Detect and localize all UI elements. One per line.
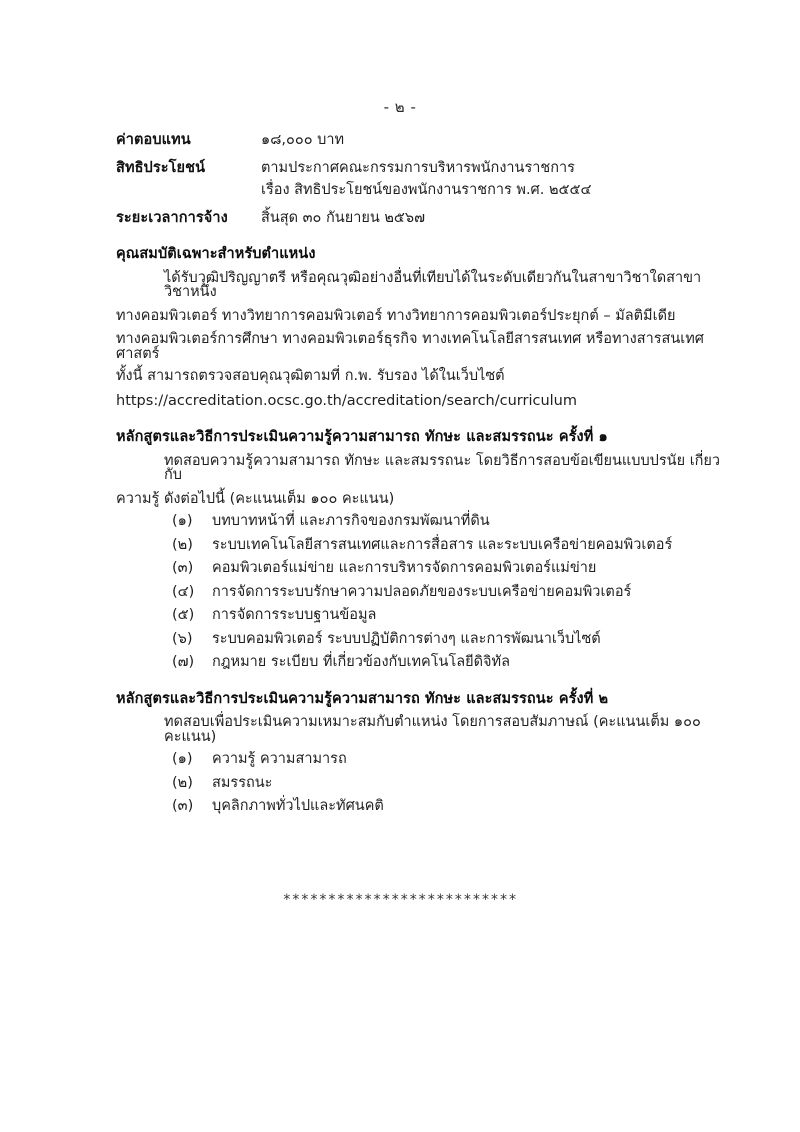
qualifications-paragraph — [116, 271, 724, 362]
list-item-number: (๓) — [172, 560, 194, 576]
field-row-benefits — [116, 161, 724, 198]
field-row-contract-period — [116, 211, 724, 226]
qualifications-line: ได้รับวุฒิปริญญาตรี หรือคุณวุฒิอย่างอื่นที่เทียบได้ในระดับเดียวกันในสาขาวิชาใดสาขาวิชาหนึ่ง — [164, 269, 702, 300]
list-item-number: (๒) — [172, 774, 193, 791]
field-value-contract-period — [261, 211, 724, 226]
list-item-label: บุคลิกภาพทั่วไปและทัศนคติ — [212, 798, 384, 814]
assessment-round-2-heading: หลักสูตรและวิธีการประเมินความรู้ความสามารถ ทักษะ และสมรรถนะ ครั้งที่ ๒ — [116, 690, 609, 707]
list-item — [116, 561, 724, 576]
asterisk-divider: ************************** — [282, 892, 518, 908]
accreditation-url[interactable]: https://accreditation.ocsc.go.th/accreditation/search/curriculum — [116, 392, 577, 409]
accreditation-note: ทั้งนี้ สามารถตรวจสอบคุณวุฒิตามที่ ก.พ. รับรอง ได้ในเว็บไซต์ — [116, 368, 505, 384]
list-item-label: ระบบคอมพิวเตอร์ ระบบปฏิบัติการต่างๆ และการพัฒนาเว็บไซต์ — [212, 630, 601, 647]
list-item-label: ระบบเทคโนโลยีสารสนเทศและการสื่อสาร และระบบเครือข่ายคอมพิวเตอร์ — [212, 536, 673, 553]
list-item — [116, 608, 724, 623]
field-label-benefits: สิทธิประโยชน์ — [116, 159, 206, 176]
qualifications-line: ทางคอมพิวเตอร์การศึกษา ทางคอมพิวเตอร์ธุรกิจ ทางเทคโนโลยีสารสนเทศ หรือทางสารสนเทศศาสตร์ — [116, 331, 704, 362]
list-item-number: (๑) — [172, 751, 193, 767]
list-item-number: (๒) — [172, 536, 193, 553]
assessment-round-1-intro — [116, 454, 724, 507]
field-value-line: ๑๘,๐๐๐ บาท — [261, 132, 345, 148]
document-body — [116, 133, 724, 823]
assessment-round-2-intro — [116, 715, 724, 744]
assessment-round-2-list — [116, 752, 724, 814]
assessment-intro-line: ทดสอบความรู้ความสามารถ ทักษะ และสมรรถนะ โดยวิธีการสอบข้อเขียนแบบปรนัย เกี่ยวกับ — [164, 452, 721, 483]
assessment-round-1-list — [116, 514, 724, 670]
list-item — [116, 632, 724, 647]
field-value-line: ตามประกาศคณะกรรมการบริหารพนักงานราชการ — [261, 159, 575, 176]
assessment-intro-line: ความรู้ ดังต่อไปนี้ (คะแนนเต็ม ๑๐๐ คะแนน) — [116, 490, 395, 507]
list-item — [116, 776, 724, 791]
list-item-label: ความรู้ ความสามารถ — [212, 751, 347, 767]
list-item-number: (๖) — [172, 630, 193, 647]
list-item — [116, 655, 724, 670]
field-label-compensation: ค่าตอบแทน — [116, 132, 191, 148]
qualifications-line: ทางคอมพิวเตอร์ ทางวิทยาการคอมพิวเตอร์ ทางวิทยาการคอมพิวเตอร์ประยุกต์ – มัลติมีเดีย — [116, 307, 676, 324]
field-value-line: สิ้นสุด ๓๐ กันยายน ๒๕๖๗ — [261, 209, 425, 226]
list-item-label: บทบาทหน้าที่ และภารกิจของกรมพัฒนาที่ดิน — [212, 513, 490, 529]
list-item — [116, 799, 724, 814]
list-item-label: คอมพิวเตอร์แม่ข่าย และการบริหารจัดการคอมพิวเตอร์แม่ข่าย — [212, 560, 597, 576]
field-label-contract-period: ระยะเวลาการจ้าง — [116, 209, 228, 226]
qualifications-heading: คุณสมบัติเฉพาะสำหรับตำแหน่ง — [116, 246, 316, 262]
list-item — [116, 514, 724, 529]
list-item-number: (๓) — [172, 798, 194, 814]
field-row-compensation — [116, 133, 724, 148]
list-item-label: การจัดการระบบรักษาความปลอดภัยของระบบเครือข่ายคอมพิวเตอร์ — [212, 583, 632, 600]
page-number: - ๒ - — [383, 98, 417, 116]
list-item-number: (๔) — [172, 583, 195, 600]
list-item-label: การจัดการระบบฐานข้อมูล — [212, 607, 377, 623]
list-item — [116, 538, 724, 553]
list-item — [116, 752, 724, 767]
list-item — [116, 585, 724, 600]
assessment-intro-line: ทดสอบเพื่อประเมินความเหมาะสมกับตำแหน่ง โดยการสอบสัมภาษณ์ (คะแนนเต็ม ๑๐๐ คะแนน) — [164, 714, 701, 745]
field-value-benefits — [261, 161, 724, 198]
field-value-compensation — [261, 133, 724, 148]
list-item-number: (๗) — [172, 654, 195, 670]
assessment-round-1-heading: หลักสูตรและวิธีการประเมินความรู้ความสามารถ ทักษะ และสมรรถนะ ครั้งที่ ๑ — [116, 429, 608, 445]
list-item-number: (๕) — [172, 607, 195, 623]
list-item-label: กฎหมาย ระเบียบ ที่เกี่ยวข้องกับเทคโนโลยีดิจิทัล — [212, 654, 510, 670]
list-item-number: (๑) — [172, 513, 193, 529]
field-value-line: เรื่อง สิทธิประโยชน์ของพนักงานราชการ พ.ศ. ๒๕๕๔ — [261, 182, 592, 198]
accreditation-block — [116, 369, 724, 408]
list-item-label: สมรรถนะ — [212, 774, 273, 791]
